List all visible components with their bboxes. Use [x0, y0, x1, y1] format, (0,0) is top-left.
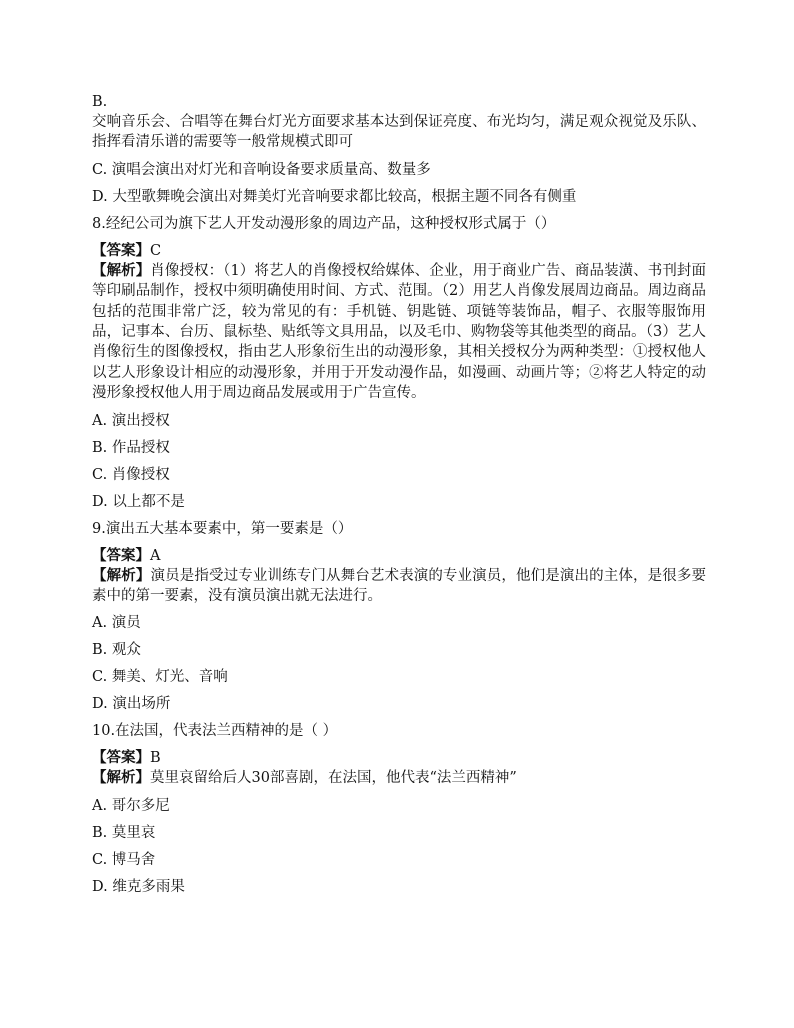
q10-question: 10.在法国，代表法兰西精神的是（ ）	[92, 723, 338, 740]
q7-option-c: C. 演唱会演出对灯光和音响设备要求质量高、数量多	[92, 161, 431, 178]
document-page	[92, 92, 706, 897]
answer-tag: 【答案】	[92, 749, 150, 767]
q9-option-b: B. 观众	[92, 642, 141, 659]
q8-analysis	[92, 261, 706, 404]
analysis-text: 肖像授权：（1）将艺人的肖像授权给媒体、企业，用于商业广告、商品装潢、书刊封面等印刷品制作，授权中须明确使用时间、方式、范围。（2）用艺人肖像发展周边商品。周边商品包括的范围非常广泛，较为常见的有：手机链、钥匙链、项链等装饰品，帽子、衣服等服饰用品，记事本、台历、鼠标垫、贴纸等文具用品，以及毛巾、购物袋等其他类型的商品。（3）艺人肖像衍生的图像授权，指由艺人形象衍生出的动漫形象，其相关授权分为两种类型：①授权他人以艺人形象设计相应的动漫形象，并用于开发动漫作品，如漫画、动画片等；②将艺人特定的动漫形象授权他人用于周边商品发展或用于广告宣传。	[92, 262, 706, 402]
analysis-tag: 【解析】	[92, 566, 151, 584]
q9-analysis	[92, 566, 706, 607]
q10-analysis	[92, 768, 706, 788]
answer-value: B	[150, 750, 161, 767]
q8-option-c: C. 肖像授权	[92, 466, 170, 483]
q10-option-b: B. 莫里哀	[92, 824, 156, 841]
q8-answer	[92, 241, 706, 261]
answer-value: A	[150, 547, 161, 564]
q8-option-d: D. 以上都不是	[92, 493, 185, 510]
q9-option-a: A. 演员	[92, 615, 141, 632]
q9-option-c: C. 舞美、灯光、音响	[92, 669, 228, 686]
q8-option-a: A. 演出授权	[92, 412, 170, 429]
q7-option-b-text: 交响音乐会、合唱等在舞台灯光方面要求基本达到保证亮度、布光均匀，满足观众视觉及乐队、指挥看清乐谱的需要等一般常规模式即可	[92, 114, 706, 151]
q9-option-d: D. 演出场所	[92, 696, 171, 713]
analysis-text: 莫里哀留给后人30部喜剧，在法国，他代表“法兰西精神”	[150, 770, 517, 787]
q9-question: 9.演出五大基本要素中，第一要素是（）	[92, 520, 353, 537]
q7-option-b-label: B.	[92, 94, 108, 110]
q7-option-d: D. 大型歌舞晚会演出对舞美灯光音响要求都比较高，根据主题不同各有侧重	[92, 188, 577, 205]
answer-tag: 【答案】	[92, 241, 150, 259]
answer-value: C	[150, 242, 162, 259]
analysis-tag: 【解析】	[92, 261, 151, 279]
q9-answer	[92, 546, 706, 566]
answer-tag: 【答案】	[92, 546, 150, 564]
q10-option-d: D. 维克多雨果	[92, 878, 185, 895]
q10-option-a: A. 哥尔多尼	[92, 797, 170, 814]
q10-answer	[92, 748, 706, 768]
q10-option-c: C. 博马舍	[92, 851, 156, 868]
q8-option-b: B. 作品授权	[92, 439, 170, 456]
q8-question: 8.经纪公司为旗下艺人开发动漫形象的周边产品，这种授权形式属于（）	[92, 215, 556, 232]
analysis-tag: 【解析】	[92, 769, 150, 787]
analysis-text: 演员是指受过专业训练专门从舞台艺术表演的专业演员，他们是演出的主体，是很多要素中的第一要素，没有演员演出就无法进行。	[92, 567, 707, 605]
